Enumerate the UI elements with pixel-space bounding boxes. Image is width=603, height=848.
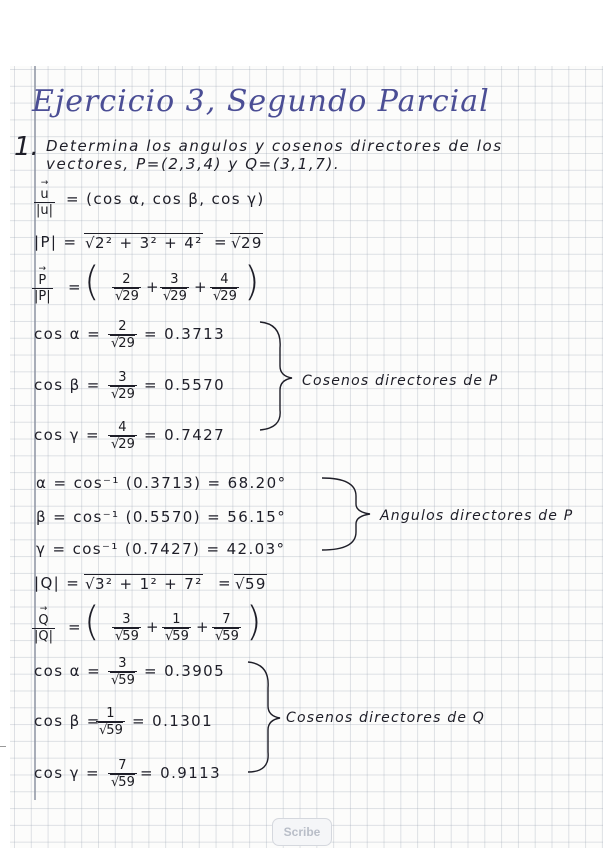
unit-q-open-paren: ( [84, 599, 100, 645]
unit-vector-fraction [34, 180, 55, 218]
cos-gamma-q-label: cos γ = [34, 764, 101, 782]
plus-sign: + [196, 618, 210, 636]
magnitude-p-radicand: √ 2² + 3² + 4² [84, 233, 203, 252]
unit-q-component-1: 3 √ 59 [112, 612, 141, 644]
unit-p-component-3: 4 √ 29 [210, 272, 239, 304]
unit-vector-q-fraction [32, 606, 55, 644]
unit-p-component-1: 2 √ 29 [112, 272, 141, 304]
cos-beta-q-label: cos β = [34, 712, 101, 730]
vector-q-magnitude: |Q| [34, 629, 53, 644]
plus-sign: + [194, 278, 208, 296]
cos-beta-q-fraction: 1 √ 59 [96, 706, 125, 738]
angle-beta-p: β = cos⁻¹ (0.5570) = 56.15° [36, 508, 287, 526]
magnitude-q-radicand: √ 3² + 1² + 7² [84, 574, 203, 593]
unit-q-equals: = [68, 618, 82, 636]
unit-p-equals: = [68, 278, 82, 296]
cosines-p-brace [256, 318, 302, 432]
direction-cosine-formula: = (cos α, cos β, cos γ) [66, 190, 265, 208]
cos-alpha-q-value: = 0.3905 [144, 662, 226, 680]
angle-alpha-p: α = cos⁻¹ (0.3713) = 68.20° [36, 474, 287, 492]
magnitude-q-radical [84, 574, 203, 593]
cos-gamma-p-label: cos γ = [34, 426, 101, 444]
magnitude-q-label: |Q| = [34, 574, 81, 592]
page-edge-mark [0, 746, 6, 747]
cos-beta-q-value: = 0.1301 [132, 712, 214, 730]
cosines-q-brace [246, 658, 286, 776]
unit-p-close-paren: ) [244, 259, 260, 305]
magnitude-q-result [234, 574, 267, 593]
vector-u-numerator: → u [40, 178, 49, 202]
cos-gamma-q-fraction: 7 √ 59 [108, 758, 137, 790]
cos-alpha-q-fraction: 3 √ 59 [108, 656, 137, 688]
unit-q-component-2: 1 √ 59 [162, 612, 191, 644]
cos-alpha-p-value: = 0.3713 [144, 325, 226, 343]
plus-sign: + [146, 278, 160, 296]
vector-p-magnitude: |P| [34, 289, 51, 304]
vector-q-numerator: → Q [38, 604, 49, 628]
cos-beta-p-value: = 0.5570 [144, 376, 226, 394]
vector-p-numerator: → P [38, 264, 47, 288]
cos-gamma-p-value: = 0.7427 [144, 426, 226, 444]
cos-beta-p-fraction: 3 √ 29 [108, 370, 137, 402]
scribe-watermark-logo: Scribe [272, 818, 332, 846]
magnitude-q-result-radicand: √ 59 [234, 574, 267, 593]
page-title: Ejercicio 3, Segundo Parcial [32, 84, 490, 119]
magnitude-q-equals: = [218, 574, 232, 592]
cosines-p-label: Cosenos directores de P [302, 373, 499, 389]
angles-p-brace [318, 474, 376, 554]
problem-number: 1. [14, 132, 39, 162]
magnitude-p-result [230, 233, 263, 252]
plus-sign: + [146, 618, 160, 636]
problem-statement-line-1: Determina los angulos y cosenos directores de los [46, 137, 503, 155]
angle-gamma-p: γ = cos⁻¹ (0.7427) = 42.03° [36, 540, 286, 558]
cos-alpha-p-fraction: 2 √ 29 [108, 319, 137, 351]
unit-p-component-2: 3 √ 29 [160, 272, 189, 304]
magnitude-p-result-radicand: √ 29 [230, 233, 263, 252]
cos-alpha-p-label: cos α = [34, 325, 102, 343]
unit-q-close-paren: ) [246, 599, 262, 645]
cosines-q-label: Cosenos directores de Q [286, 710, 486, 726]
unit-p-open-paren: ( [84, 259, 100, 305]
cos-gamma-p-fraction: 4 √ 29 [108, 420, 137, 452]
magnitude-p-equals: = [214, 233, 228, 251]
cos-beta-p-label: cos β = [34, 376, 101, 394]
vector-u-magnitude: |u| [36, 203, 53, 218]
angles-p-label: Angulos directores de P [380, 508, 574, 524]
unit-q-component-3: 7 √ 59 [212, 612, 241, 644]
magnitude-p-radical [84, 233, 203, 252]
magnitude-p-label: |P| = [34, 233, 78, 251]
problem-statement-line-2: vectores, P=(2,3,4) y Q=(3,1,7). [46, 155, 341, 173]
cos-gamma-q-value: = 0.9113 [140, 764, 222, 782]
cos-alpha-q-label: cos α = [34, 662, 102, 680]
unit-vector-p-fraction [32, 266, 53, 304]
